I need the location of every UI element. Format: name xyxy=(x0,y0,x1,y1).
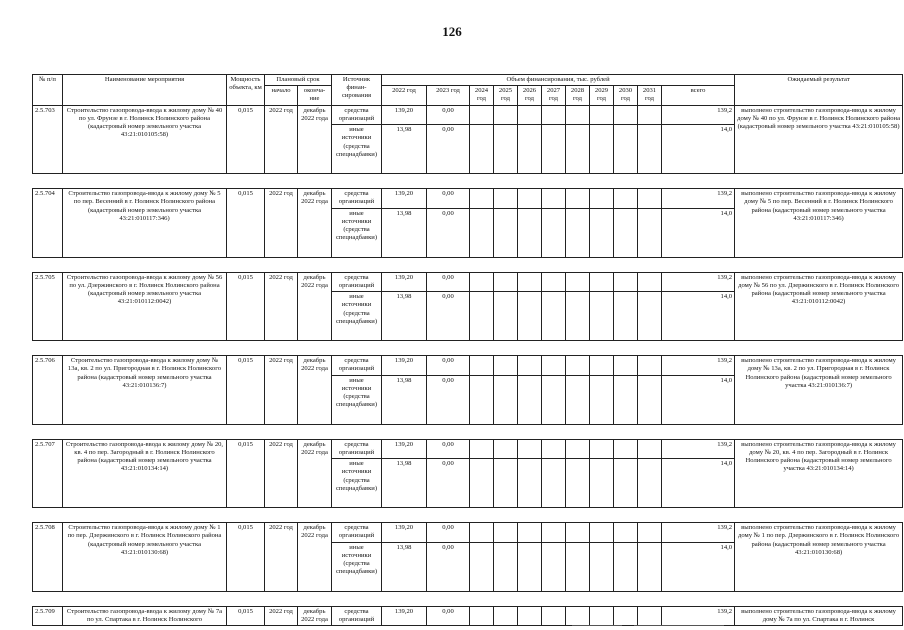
financing-table-wrap xyxy=(32,74,900,626)
table-header xyxy=(33,75,903,106)
row-source-organizations: средства организаций xyxy=(332,606,382,625)
empty-year-cell xyxy=(518,125,542,174)
header-year: 2026 год xyxy=(518,86,542,105)
header-end: оконча- ние xyxy=(298,86,332,105)
row-spacer xyxy=(33,424,903,439)
empty-year-cell xyxy=(518,375,542,424)
empty-year-cell xyxy=(542,125,566,174)
row-start: 2022 год xyxy=(265,606,298,625)
empty-year-cell xyxy=(542,523,566,542)
row-source-organizations: средства организаций xyxy=(332,356,382,375)
empty-year-cell xyxy=(566,606,590,625)
row-start: 2022 год xyxy=(265,105,298,173)
empty-year-cell xyxy=(470,105,494,124)
empty-year-cell xyxy=(614,606,638,625)
row-spacer xyxy=(33,174,903,189)
empty-year-cell xyxy=(542,292,566,341)
row-start: 2022 год xyxy=(265,272,298,340)
empty-year-cell xyxy=(494,272,518,291)
empty-year-cell xyxy=(590,459,614,508)
empty-year-cell xyxy=(494,523,518,542)
empty-year-cell xyxy=(638,125,662,174)
empty-year-cell xyxy=(566,356,590,375)
table-row xyxy=(33,606,903,625)
empty-year-cell xyxy=(470,189,494,208)
row-end: декабрь 2022 года xyxy=(298,189,332,257)
header-year: 2028 год xyxy=(566,86,590,105)
table-body xyxy=(33,105,903,625)
table-row xyxy=(33,189,903,208)
empty-year-cell xyxy=(542,375,566,424)
empty-year-cell xyxy=(590,189,614,208)
table-row xyxy=(33,272,903,291)
row-capacity: 0,015 xyxy=(227,189,265,257)
empty-year-cell xyxy=(614,375,638,424)
row-value-2023: 0,00 xyxy=(427,459,470,508)
row-value-2022: 13,98 xyxy=(382,542,427,591)
empty-year-cell xyxy=(614,292,638,341)
page-number: 126 xyxy=(442,24,462,39)
empty-year-cell xyxy=(470,272,494,291)
row-value-2022: 13,98 xyxy=(382,125,427,174)
row-value-total: 139,2 xyxy=(662,189,735,208)
empty-year-cell xyxy=(518,356,542,375)
header-result: Ожидаемый результат xyxy=(735,75,903,106)
table-row xyxy=(33,439,903,458)
empty-year-cell xyxy=(494,375,518,424)
empty-year-cell xyxy=(470,292,494,341)
empty-year-cell xyxy=(518,189,542,208)
row-result: выполнено строительство газопровода-ввода к жилому дому № 40 по ул. Фрунзе в г. Нолинск Нолинского района (кадастровый номер земельного участка 43:21:010105:58) xyxy=(735,105,903,173)
empty-year-cell xyxy=(590,606,614,625)
row-result: выполнено строительство газопровода-ввода к жилому дому № 7а по ул. Спартака в г. Нолинск xyxy=(735,606,903,625)
row-value-2023: 0,00 xyxy=(427,523,470,542)
empty-year-cell xyxy=(542,105,566,124)
row-capacity: 0,015 xyxy=(227,356,265,424)
row-value-total: 14,0 xyxy=(662,459,735,508)
row-value-2022: 13,98 xyxy=(382,292,427,341)
row-value-total: 139,2 xyxy=(662,523,735,542)
table-row xyxy=(33,356,903,375)
empty-year-cell xyxy=(566,125,590,174)
header-year: 2024 год xyxy=(470,86,494,105)
empty-year-cell xyxy=(494,459,518,508)
empty-year-cell xyxy=(470,542,494,591)
row-source-organizations: средства организаций xyxy=(332,439,382,458)
empty-year-cell xyxy=(638,272,662,291)
empty-year-cell xyxy=(614,523,638,542)
empty-year-cell xyxy=(566,189,590,208)
empty-year-cell xyxy=(614,542,638,591)
row-value-total: 139,2 xyxy=(662,356,735,375)
empty-year-cell xyxy=(566,292,590,341)
empty-year-cell xyxy=(614,189,638,208)
row-result: выполнено строительство газопровода-ввода к жилому дому № 20, кв. 4 по пер. Загородный в г. Нолинск Нолинского района (кадастровый номер земельного участка 43:21:010134:14) xyxy=(735,439,903,507)
row-result: выполнено строительство газопровода-ввода к жилому дому № 5 по пер. Весенний в г. Нолинск Нолинского района (кадастровый номер земельного участка 43:21:010117:346) xyxy=(735,189,903,257)
header-name: Наименование мероприятия xyxy=(63,75,227,106)
empty-year-cell xyxy=(590,356,614,375)
empty-year-cell xyxy=(638,439,662,458)
row-number: 2.5.709 xyxy=(33,606,63,625)
row-source-other: иные источники (средства спецнадбавки) xyxy=(332,292,382,341)
header-year: 2023 год xyxy=(427,86,470,105)
row-result: выполнено строительство газопровода-ввода к жилому дому № 13а, кв. 2 по ул. Пригородная в г. Нолинск Нолинского района (кадастровый номер земельного участка 43:21:010136:7) xyxy=(735,356,903,424)
header-num: № п/п xyxy=(33,75,63,106)
empty-year-cell xyxy=(590,208,614,257)
row-end: декабрь 2022 года xyxy=(298,606,332,625)
empty-year-cell xyxy=(590,542,614,591)
spacer-cell xyxy=(33,341,903,356)
spacer-cell xyxy=(33,174,903,189)
row-result: выполнено строительство газопровода-ввода к жилому дому № 56 по ул. Дзержинского в г. Нолинск Нолинского района (кадастровый номер земельного участка 43:21:010112:0042) xyxy=(735,272,903,340)
empty-year-cell xyxy=(470,459,494,508)
row-spacer xyxy=(33,341,903,356)
row-name: Строительство газопровода-ввода к жилому дому № 5 по пер. Весенний в г. Нолинск Нолинского района (кадастровый номер земельного участка 43:21:010117:346) xyxy=(63,189,227,257)
row-number: 2.5.708 xyxy=(33,523,63,591)
empty-year-cell xyxy=(494,606,518,625)
row-value-2022: 139,20 xyxy=(382,439,427,458)
row-start: 2022 год xyxy=(265,189,298,257)
empty-year-cell xyxy=(614,439,638,458)
row-value-total: 139,2 xyxy=(662,606,735,625)
empty-year-cell xyxy=(470,125,494,174)
empty-year-cell xyxy=(566,208,590,257)
empty-year-cell xyxy=(518,105,542,124)
empty-year-cell xyxy=(590,105,614,124)
empty-year-cell xyxy=(542,542,566,591)
row-value-2022: 139,20 xyxy=(382,523,427,542)
empty-year-cell xyxy=(470,356,494,375)
empty-year-cell xyxy=(590,292,614,341)
row-capacity: 0,015 xyxy=(227,272,265,340)
empty-year-cell xyxy=(494,189,518,208)
empty-year-cell xyxy=(638,542,662,591)
row-result: выполнено строительство газопровода-ввода к жилому дому № 1 по пер. Дзержинского в г. Нолинск Нолинского района (кадастровый номер земельного участка 43:21:010130:68) xyxy=(735,523,903,591)
empty-year-cell xyxy=(614,272,638,291)
row-source-other: иные источники (средства спецнадбавки) xyxy=(332,459,382,508)
spacer-cell xyxy=(33,257,903,272)
row-source-organizations: средства организаций xyxy=(332,272,382,291)
row-name: Строительство газопровода-ввода к жилому дому № 20, кв. 4 по пер. Загородный в г. Нолинск Нолинского района (кадастровый номер земельного участка 43:21:010134:14) xyxy=(63,439,227,507)
row-end: декабрь 2022 года xyxy=(298,523,332,591)
row-spacer xyxy=(33,508,903,523)
row-start: 2022 год xyxy=(265,523,298,591)
row-name: Строительство газопровода-ввода к жилому дому № 56 по ул. Дзержинского в г. Нолинск Нолинского района (кадастровый номер земельного участка 43:21:010112:0042) xyxy=(63,272,227,340)
footer-rule xyxy=(572,625,622,626)
row-end: декабрь 2022 года xyxy=(298,272,332,340)
header-year: 2029 год xyxy=(590,86,614,105)
empty-year-cell xyxy=(614,105,638,124)
empty-year-cell xyxy=(638,523,662,542)
row-number: 2.5.704 xyxy=(33,189,63,257)
row-value-2023: 0,00 xyxy=(427,208,470,257)
empty-year-cell xyxy=(614,125,638,174)
empty-year-cell xyxy=(590,375,614,424)
row-value-2023: 0,00 xyxy=(427,542,470,591)
row-value-2022: 139,20 xyxy=(382,189,427,208)
spacer-cell xyxy=(33,591,903,606)
empty-year-cell xyxy=(638,208,662,257)
header-year: 2031 год xyxy=(638,86,662,105)
empty-year-cell xyxy=(518,542,542,591)
row-value-2022: 13,98 xyxy=(382,459,427,508)
financing-table xyxy=(32,74,903,626)
empty-year-cell xyxy=(518,523,542,542)
row-source-organizations: средства организаций xyxy=(332,189,382,208)
empty-year-cell xyxy=(614,459,638,508)
empty-year-cell xyxy=(494,292,518,341)
empty-year-cell xyxy=(494,105,518,124)
empty-year-cell xyxy=(494,356,518,375)
empty-year-cell xyxy=(470,375,494,424)
empty-year-cell xyxy=(518,272,542,291)
row-value-total: 14,0 xyxy=(662,542,735,591)
empty-year-cell xyxy=(614,208,638,257)
row-value-2022: 139,20 xyxy=(382,105,427,124)
empty-year-cell xyxy=(566,105,590,124)
empty-year-cell xyxy=(518,606,542,625)
header-capacity: Мощность объекта, км xyxy=(227,75,265,106)
row-capacity: 0,015 xyxy=(227,439,265,507)
spacer-cell xyxy=(33,424,903,439)
row-name: Строительство газопровода-ввода к жилому дому № 7а по ул. Спартака в г. Нолинск Нолинского xyxy=(63,606,227,625)
empty-year-cell xyxy=(470,523,494,542)
row-value-2023: 0,00 xyxy=(427,375,470,424)
empty-year-cell xyxy=(614,356,638,375)
row-number: 2.5.705 xyxy=(33,272,63,340)
empty-year-cell xyxy=(566,439,590,458)
empty-year-cell xyxy=(542,189,566,208)
empty-year-cell xyxy=(542,356,566,375)
row-source-other: иные источники (средства спецнадбавки) xyxy=(332,542,382,591)
row-value-2022: 13,98 xyxy=(382,208,427,257)
row-value-2022: 139,20 xyxy=(382,606,427,625)
row-source-other: иные источники (средства спецнадбавки) xyxy=(332,375,382,424)
row-number: 2.5.707 xyxy=(33,439,63,507)
empty-year-cell xyxy=(638,189,662,208)
empty-year-cell xyxy=(566,542,590,591)
empty-year-cell xyxy=(638,105,662,124)
empty-year-cell xyxy=(566,272,590,291)
row-value-2023: 0,00 xyxy=(427,272,470,291)
row-capacity: 0,015 xyxy=(227,606,265,625)
row-value-2023: 0,00 xyxy=(427,356,470,375)
row-source-other: иные источники (средства спецнадбавки) xyxy=(332,208,382,257)
row-end: декабрь 2022 года xyxy=(298,439,332,507)
empty-year-cell xyxy=(590,125,614,174)
row-value-total: 139,2 xyxy=(662,272,735,291)
header-year: 2025 год xyxy=(494,86,518,105)
empty-year-cell xyxy=(494,208,518,257)
empty-year-cell xyxy=(470,439,494,458)
row-end: декабрь 2022 года xyxy=(298,356,332,424)
header-funding: Объем финансирования, тыс. рублей xyxy=(382,75,735,86)
empty-year-cell xyxy=(494,439,518,458)
empty-year-cell xyxy=(542,208,566,257)
row-value-2023: 0,00 xyxy=(427,125,470,174)
empty-year-cell xyxy=(518,459,542,508)
empty-year-cell xyxy=(566,459,590,508)
row-number: 2.5.703 xyxy=(33,105,63,173)
empty-year-cell xyxy=(566,375,590,424)
empty-year-cell xyxy=(542,606,566,625)
header-source: Источник финан- сирования xyxy=(332,75,382,106)
row-value-total: 139,2 xyxy=(662,439,735,458)
row-source-organizations: средства организаций xyxy=(332,523,382,542)
header-year: 2027 год xyxy=(542,86,566,105)
row-value-total: 14,0 xyxy=(662,292,735,341)
empty-year-cell xyxy=(590,439,614,458)
row-value-total: 14,0 xyxy=(662,375,735,424)
empty-year-cell xyxy=(638,459,662,508)
empty-year-cell xyxy=(638,375,662,424)
row-start: 2022 год xyxy=(265,439,298,507)
table-row xyxy=(33,105,903,124)
row-spacer xyxy=(33,257,903,272)
spacer-cell xyxy=(33,508,903,523)
row-name: Строительство газопровода-ввода к жилому дому № 13а, кв. 2 по ул. Пригородная в г. Нолинск Нолинского района (кадастровый номер земельного участка 43:21:010136:7) xyxy=(63,356,227,424)
empty-year-cell xyxy=(518,292,542,341)
row-name: Строительство газопровода-ввода к жилому дому № 1 по пер. Дзержинского в г. Нолинск Нолинского района (кадастровый номер земельного участка 43:21:010130:68) xyxy=(63,523,227,591)
empty-year-cell xyxy=(590,523,614,542)
row-value-2023: 0,00 xyxy=(427,292,470,341)
empty-year-cell xyxy=(518,208,542,257)
table-row xyxy=(33,523,903,542)
row-capacity: 0,015 xyxy=(227,105,265,173)
header-start: начало xyxy=(265,86,298,105)
empty-year-cell xyxy=(638,606,662,625)
empty-year-cell xyxy=(590,272,614,291)
row-end: декабрь 2022 года xyxy=(298,105,332,173)
row-start: 2022 год xyxy=(265,356,298,424)
empty-year-cell xyxy=(470,208,494,257)
header-total: всего xyxy=(662,86,735,105)
header-plan-period: Плановый срок xyxy=(265,75,332,86)
row-value-2023: 0,00 xyxy=(427,189,470,208)
row-spacer xyxy=(33,591,903,606)
row-value-total: 14,0 xyxy=(662,125,735,174)
header-year: 2022 год xyxy=(382,86,427,105)
row-value-total: 139,2 xyxy=(662,105,735,124)
empty-year-cell xyxy=(542,272,566,291)
empty-year-cell xyxy=(494,125,518,174)
row-value-2022: 13,98 xyxy=(382,375,427,424)
empty-year-cell xyxy=(566,523,590,542)
header-year: 2030 год xyxy=(614,86,638,105)
row-value-2023: 0,00 xyxy=(427,606,470,625)
row-value-2023: 0,00 xyxy=(427,439,470,458)
row-value-2023: 0,00 xyxy=(427,105,470,124)
row-source-other: иные источники (средства спецнадбавки) xyxy=(332,125,382,174)
empty-year-cell xyxy=(542,439,566,458)
row-value-2022: 139,20 xyxy=(382,272,427,291)
row-name: Строительство газопровода-ввода к жилому дому № 40 по ул. Фрунзе в г. Нолинск Нолинского района (кадастровый номер земельного участка 43:21:010105:58) xyxy=(63,105,227,173)
row-value-2022: 139,20 xyxy=(382,356,427,375)
empty-year-cell xyxy=(638,292,662,341)
footer-rule xyxy=(634,625,724,626)
empty-year-cell xyxy=(542,459,566,508)
empty-year-cell xyxy=(470,606,494,625)
row-number: 2.5.706 xyxy=(33,356,63,424)
empty-year-cell xyxy=(494,542,518,591)
empty-year-cell xyxy=(518,439,542,458)
row-capacity: 0,015 xyxy=(227,523,265,591)
row-source-organizations: средства организаций xyxy=(332,105,382,124)
row-value-total: 14,0 xyxy=(662,208,735,257)
empty-year-cell xyxy=(638,356,662,375)
